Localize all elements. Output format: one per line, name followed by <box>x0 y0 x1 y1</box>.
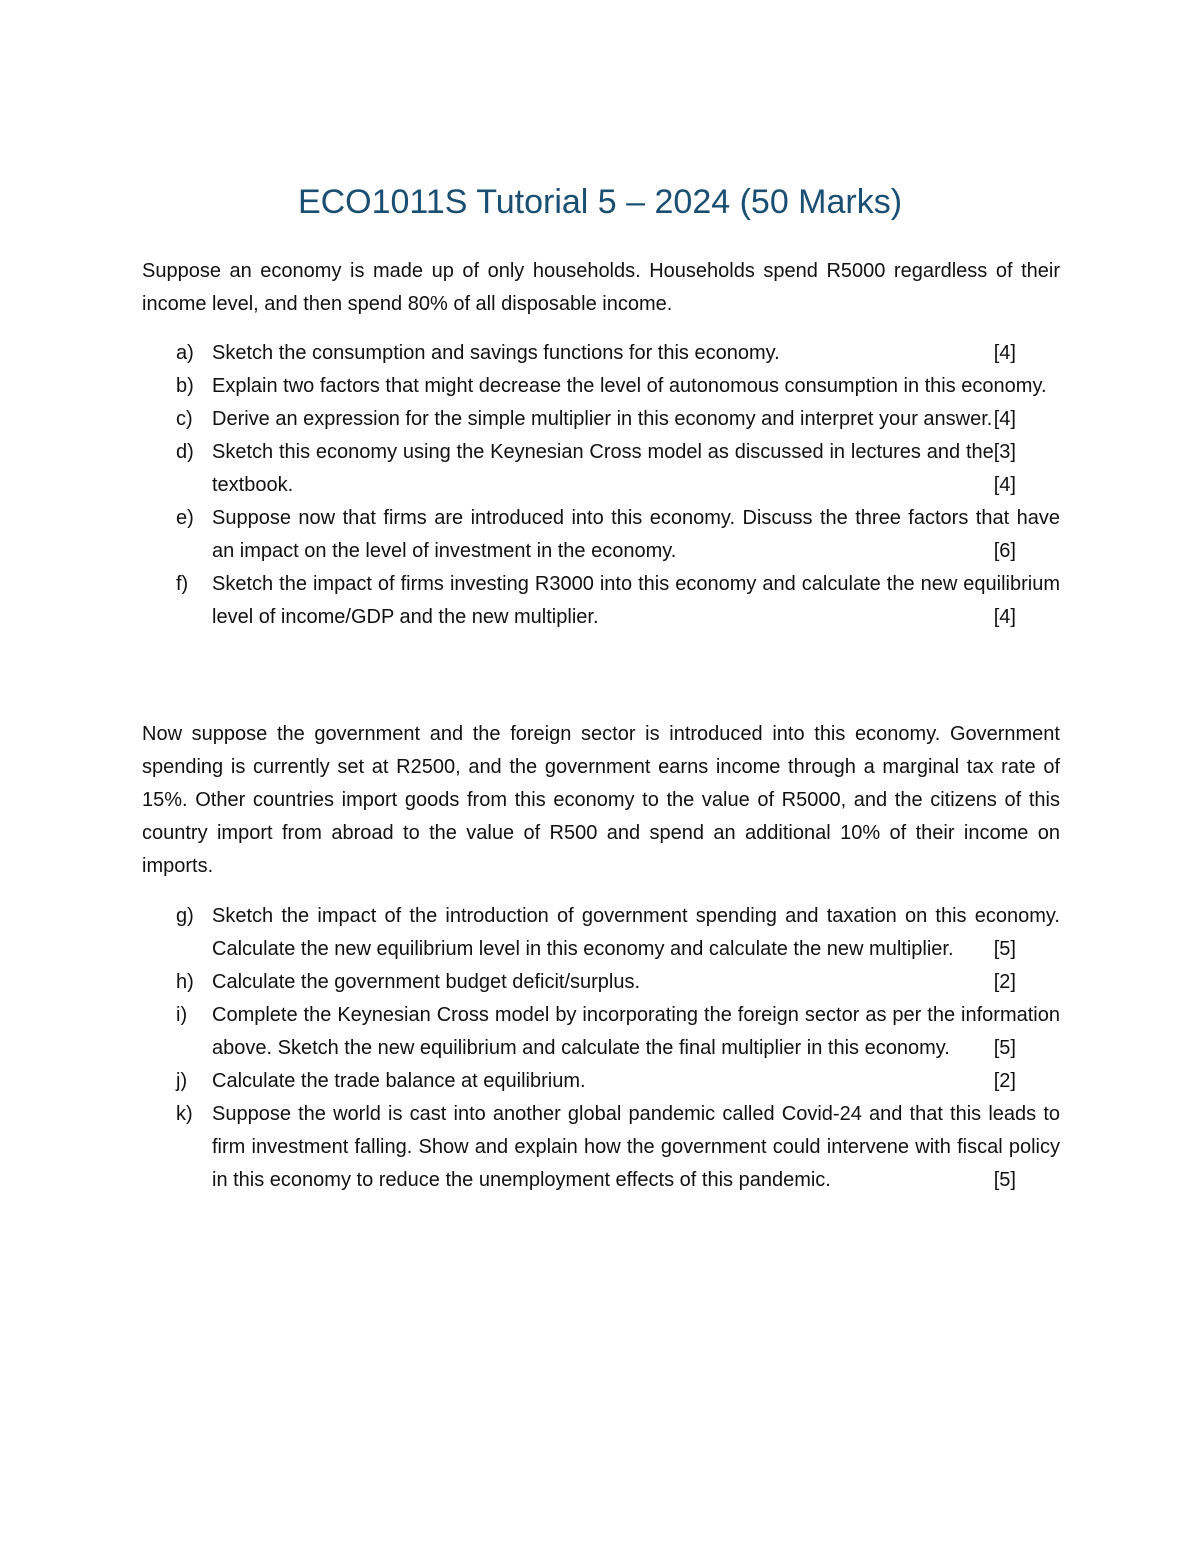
question-item-k <box>142 1098 1060 1197</box>
question-letter: c) <box>176 408 193 430</box>
question-letter: d) <box>176 441 194 463</box>
question-text: Derive an expression for the simple multiplier in this economy and interpret your answer. <box>212 408 993 430</box>
question-item-c <box>142 403 1060 463</box>
question-marks: [5] <box>993 1169 1016 1191</box>
question-marks: [3] <box>993 441 1016 463</box>
page-title: ECO1011S Tutorial 5 – 2024 (50 Marks) <box>297 183 903 221</box>
question-letter: j) <box>176 1070 188 1092</box>
question-item-f <box>142 568 1060 634</box>
intro-paragraph: Suppose an economy is made up of only households. Households spend R5000 regardless of their income level, and then spend 80% of all disposable income. <box>142 260 1060 315</box>
question-marks: [2] <box>993 971 1016 993</box>
question-item-a <box>142 337 1060 370</box>
question-text: Sketch the impact of the introduction of government spending and taxation on this economy. Calculate the new equilibrium level in this economy and calculate the new multiplier. <box>212 905 1060 960</box>
question-letter: h) <box>176 971 194 993</box>
question-marks: [5] <box>993 1037 1016 1059</box>
question-item-e <box>142 502 1060 568</box>
question-item-d <box>142 436 1060 502</box>
question-letter: a) <box>176 342 194 364</box>
question-marks: [5] <box>993 938 1016 960</box>
question-marks: [4] <box>993 408 1016 430</box>
question-marks: [2] <box>993 1070 1016 1092</box>
question-list-part2 <box>142 900 1060 1197</box>
question-item-i <box>142 999 1060 1065</box>
question-item-h <box>142 966 1060 999</box>
question-text: Calculate the trade balance at equilibrium. <box>212 1070 586 1092</box>
question-marks: [4] <box>993 342 1016 364</box>
question-text: Sketch the impact of firms investing R3000 into this economy and calculate the new equilibrium level of income/GDP and the new multiplier. <box>212 573 1060 628</box>
question-text: Suppose now that firms are introduced into this economy. Discuss the three factors that have an impact on the level of investment in the economy. <box>212 507 1060 562</box>
question-text: Explain two factors that might decrease the level of autonomous consumption in this economy. <box>212 375 1047 397</box>
question-letter: b) <box>176 375 194 397</box>
question-letter: g) <box>176 905 194 927</box>
question-text: Sketch this economy using the Keynesian Cross model as discussed in lectures and the textbook. <box>212 441 994 496</box>
question-text: Suppose the world is cast into another global pandemic called Covid-24 and that this leads to firm investment falling. Show and explain how the government could intervene with fiscal policy in this economy to reduce the unemployment effects of this pandemic. <box>212 1103 1060 1191</box>
question-item-g <box>142 900 1060 966</box>
middle-paragraph: Now suppose the government and the foreign sector is introduced into this economy. Government spending is currently set at R2500, and the government earns income through a marginal tax rate of 15%. Other countries import goods from this economy to the value of R5000, and the citizens of this country import from abroad to the value of R500 and spend an additional 10% of their income on imports. <box>142 723 1060 877</box>
question-item-j <box>142 1065 1060 1098</box>
question-letter: e) <box>176 507 194 529</box>
question-letter: k) <box>176 1103 193 1125</box>
question-letter: i) <box>176 1004 188 1026</box>
question-text: Complete the Keynesian Cross model by incorporating the foreign sector as per the information above. Sketch the new equilibrium and calculate the final multiplier in this economy. <box>212 1004 1060 1059</box>
question-letter: f) <box>176 573 189 595</box>
question-marks: [4] <box>993 606 1016 628</box>
question-list-part1 <box>142 337 1060 634</box>
question-marks: [4] <box>993 474 1016 496</box>
question-text: Sketch the consumption and savings functions for this economy. <box>212 342 780 364</box>
question-text: Calculate the government budget deficit/surplus. <box>212 971 641 993</box>
question-marks: [6] <box>993 540 1016 562</box>
